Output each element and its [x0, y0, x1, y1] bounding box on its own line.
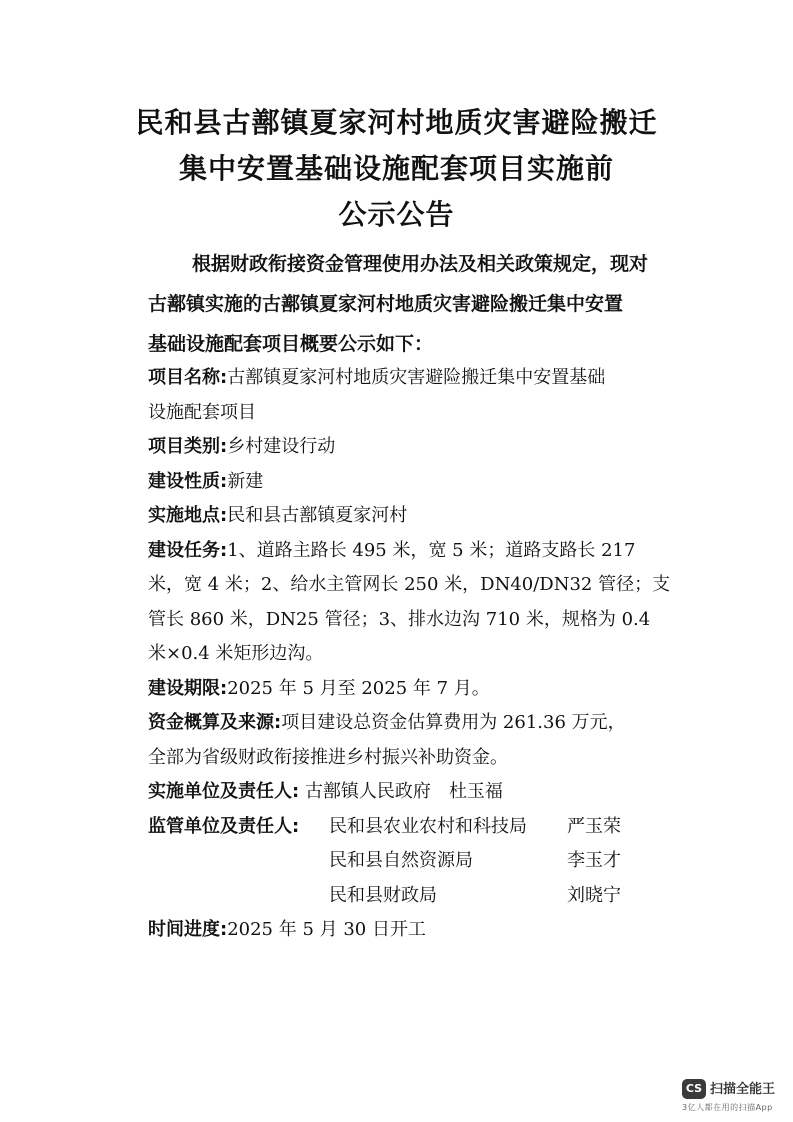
location-value: 民和县古鄯镇夏家河村 — [227, 505, 408, 526]
tasks-line-2: 米，宽 4 米；2、给水主管网长 250 米，DN40/DN32 管径；支 — [148, 574, 671, 595]
period-value: 2025 年 5 月至 2025 年 7 月。 — [227, 677, 490, 699]
project-type-row — [148, 430, 678, 465]
intro-line-2: 古鄯镇实施的古鄯镇夏家河村地质灾害避险搬迁集中安置 — [148, 293, 624, 315]
supervisor-person-2: 李玉才 — [567, 850, 621, 871]
implementer-unit: 古鄯镇人民政府 — [304, 781, 431, 802]
supervisor-unit-3: 民和县财政局 — [329, 884, 437, 906]
supervisor-unit-2: 民和县自然资源局 — [329, 850, 473, 871]
title-line-3: 公示公告 — [338, 198, 455, 231]
project-type-value: 乡村建设行动 — [227, 436, 336, 457]
tasks-value: 1、道路主路长 495 米，宽 5 米；道路支路长 217 — [227, 539, 636, 561]
nature-row — [148, 465, 678, 500]
title-line-1: 民和县古鄯镇夏家河村地质灾害避险搬迁 — [135, 106, 658, 139]
funding-line-2: 全部为省级财政衔接推进乡村振兴补助资金。 — [148, 746, 508, 768]
tasks-row — [148, 534, 678, 569]
project-name-cont: 设施配套项目 — [148, 401, 256, 423]
notice-body — [148, 361, 678, 948]
supervisor-person-1: 严玉荣 — [567, 815, 621, 837]
implementer-row — [148, 775, 678, 810]
nature-value: 新建 — [227, 470, 264, 492]
supervisor-row-1 — [148, 810, 678, 845]
supervisor-person-3: 刘晓宁 — [567, 884, 621, 906]
project-type-label: 项目类别: — [148, 436, 228, 457]
funding-value: 项目建设总资金估算费用为 261.36 万元， — [281, 712, 626, 733]
project-name-label: 项目名称: — [148, 367, 228, 388]
scanner-watermark — [678, 1076, 790, 1116]
implementer-person: 杜玉福 — [448, 781, 503, 802]
tasks-line-4: 米×0.4 米矩形边沟。 — [148, 643, 324, 664]
location-label: 实施地点: — [148, 505, 228, 526]
schedule-label: 时间进度: — [148, 919, 228, 940]
implementer-label: 实施单位及责任人: — [148, 781, 300, 802]
intro-line-1: 根据财政衔接资金管理使用办法及相关政策规定，现对 — [192, 253, 649, 275]
cs-logo-icon: CS — [682, 1079, 706, 1099]
funding-row — [148, 706, 678, 741]
supervisor-row-2 — [148, 844, 678, 879]
title-line-2: 集中安置基础设施配套项目实施前 — [178, 152, 614, 185]
schedule-row — [148, 913, 678, 948]
funding-label: 资金概算及来源: — [148, 712, 282, 733]
supervisor-label: 监管单位及责任人: — [148, 815, 300, 837]
supervisor-unit-1: 民和县农业农村和科技局 — [329, 815, 527, 837]
watermark-app-name: 扫描全能王 — [710, 1082, 776, 1097]
intro-paragraph — [148, 244, 668, 364]
watermark-tagline: 3亿人都在用的扫描App — [682, 1103, 773, 1112]
tasks-line-3: 管长 860 米，DN25 管径；3、排水边沟 710 米，规格为 0.4 — [148, 608, 651, 630]
tasks-label: 建设任务: — [148, 539, 228, 561]
schedule-value: 2025 年 5 月 30 日开工 — [227, 919, 426, 940]
page-title — [0, 100, 793, 238]
period-label: 建设期限: — [148, 677, 228, 699]
location-row — [148, 499, 678, 534]
nature-label: 建设性质: — [148, 470, 228, 492]
intro-line-3: 基础设施配套项目概要公示如下： — [148, 333, 434, 355]
project-name-row — [148, 361, 678, 396]
supervisor-row-3 — [148, 879, 678, 914]
project-name-value: 古鄯镇夏家河村地质灾害避险搬迁集中安置基础 — [227, 367, 606, 388]
period-row — [148, 672, 678, 707]
